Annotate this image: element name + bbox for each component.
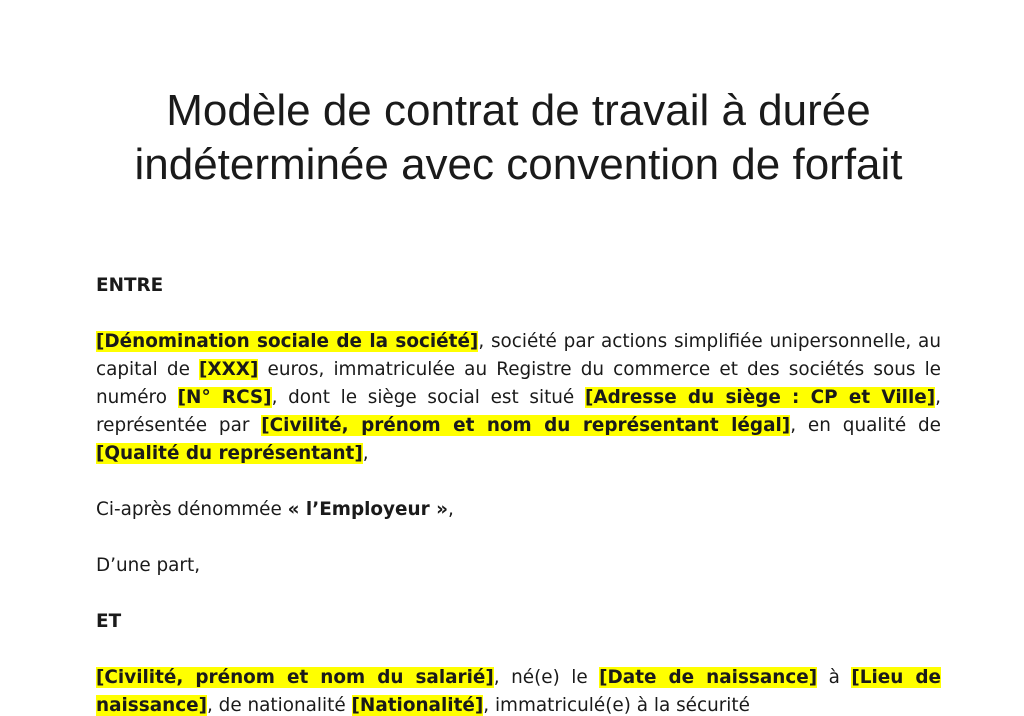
placeholder-quality: [Qualité du représentant] bbox=[96, 443, 363, 464]
employer-designation bbox=[96, 496, 941, 524]
employee-paragraph bbox=[96, 664, 941, 716]
heading-entre: ENTRE bbox=[96, 275, 164, 296]
designation-suffix: , bbox=[447, 499, 454, 520]
placeholder-birth-date: [Date de naissance] bbox=[599, 667, 818, 688]
employee-text-4: , immatriculé(e) à la sécurité bbox=[483, 695, 750, 716]
employer-text-3: , dont le siège social est situé bbox=[271, 387, 585, 408]
employer-paragraph bbox=[96, 328, 941, 468]
document-title: Modèle de contrat de travail à durée indéterminée avec convention de forfait bbox=[134, 86, 903, 189]
employer-text-2: euros, immatriculée au Registre du commerce et des sociétés sous le numéro bbox=[96, 359, 941, 408]
placeholder-representative: [Civilité, prénom et nom du représentant légal] bbox=[261, 415, 791, 436]
dune-part: D’une part, bbox=[96, 555, 201, 576]
employer-text-5: , en qualité de bbox=[790, 415, 941, 436]
employee-text-1: , né(e) le bbox=[493, 667, 600, 688]
employer-text-1: , société par actions simplifiée unipersonnelle, au capital de bbox=[96, 331, 941, 380]
employee-text-3: , de nationalité bbox=[206, 695, 352, 716]
employer-text-4: , représentée par bbox=[96, 387, 941, 436]
document-body bbox=[96, 272, 941, 716]
designation-prefix: Ci-après dénommée bbox=[96, 499, 288, 520]
placeholder-capital: [XXX] bbox=[199, 359, 259, 380]
designation-name: « l’Employeur » bbox=[287, 499, 448, 520]
heading-et: ET bbox=[96, 611, 122, 632]
placeholder-company-name: [Dénomination sociale de la société] bbox=[96, 331, 479, 352]
placeholder-employee-name: [Civilité, prénom et nom du salarié] bbox=[96, 667, 494, 688]
placeholder-address: [Adresse du siège : CP et Ville] bbox=[584, 387, 936, 408]
employer-text-6: , bbox=[362, 443, 369, 464]
employee-text-2: à bbox=[817, 667, 852, 688]
placeholder-nationality: [Nationalité] bbox=[351, 695, 484, 716]
placeholder-birth-place: [Lieu de naissance] bbox=[96, 667, 941, 716]
placeholder-rcs: [N° RCS] bbox=[177, 387, 272, 408]
